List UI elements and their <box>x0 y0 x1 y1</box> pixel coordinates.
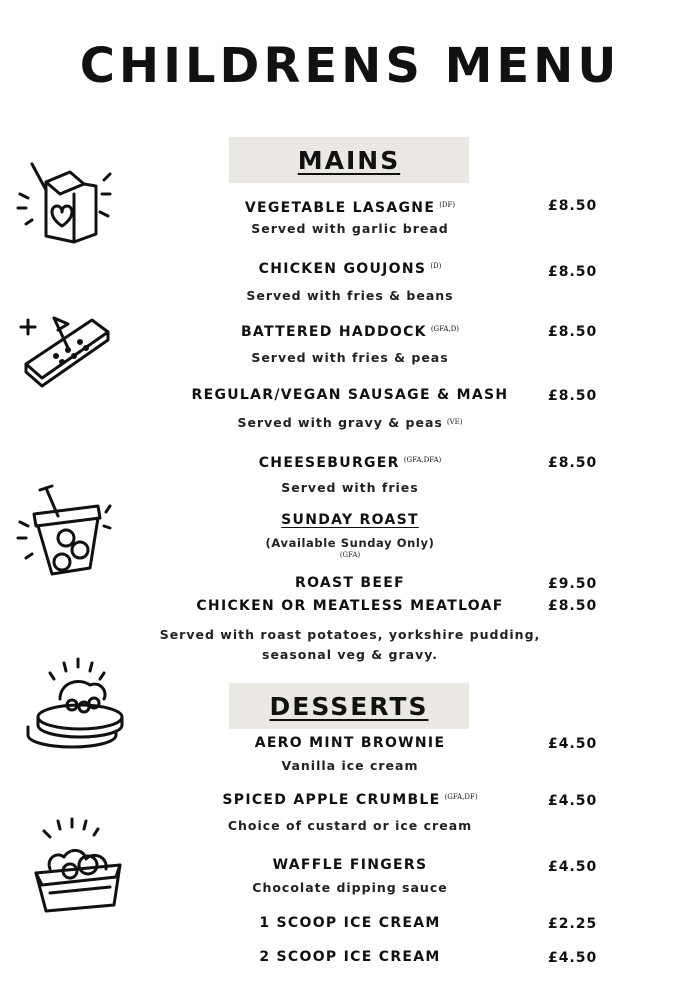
item-price: £8.50 <box>548 388 598 404</box>
item-description: Vanilla ice cream <box>281 758 419 773</box>
description-text: Served with gravy & peas <box>237 415 443 430</box>
dietary-tag: (D) <box>430 262 442 270</box>
item-price: £4.50 <box>548 859 598 875</box>
dietary-tag: (GFA,D) <box>430 325 460 333</box>
sunday-roast-heading: SUNDAY ROAST <box>281 512 419 528</box>
menu-item-spiced-apple-crumble <box>150 792 550 808</box>
item-price: £4.50 <box>548 950 598 966</box>
item-price: £9.50 <box>548 576 598 592</box>
menu-item-cheeseburger <box>150 455 550 471</box>
dietary-tag: (DF) <box>439 201 456 209</box>
food-basket-icon <box>28 815 128 915</box>
menu-item-roast-beef: ROAST BEEF <box>294 575 405 591</box>
item-name: AERO MINT BROWNIE <box>254 735 446 751</box>
item-description: Served with garlic bread <box>251 221 449 236</box>
item-description: Chocolate dipping sauce <box>252 880 448 895</box>
item-description: Served with fries & peas <box>251 350 449 365</box>
menu-item-sausage-mash <box>150 387 550 403</box>
item-name: WAFFLE FINGERS <box>272 857 428 873</box>
page-title: CHILDRENS MENU <box>79 38 621 94</box>
sandwich-icon <box>18 312 118 392</box>
bubble-tea-icon <box>12 482 112 582</box>
menu-item-battered-haddock <box>150 324 550 340</box>
item-description: Choice of custard or ice cream <box>227 818 473 833</box>
menu-item-aero-mint-brownie <box>150 735 550 751</box>
item-price: £8.50 <box>548 324 598 340</box>
menu-item-1-scoop-ice-cream: 1 SCOOP ICE CREAM <box>259 915 441 931</box>
desserts-section-header <box>229 683 469 729</box>
item-price: £2.25 <box>548 916 598 932</box>
mains-heading: MAINS <box>297 145 401 175</box>
item-description: Served with fries <box>281 480 419 495</box>
item-price: £8.50 <box>548 264 598 280</box>
item-name: BATTERED HADDOCK <box>240 324 427 340</box>
item-name: CHICKEN GOUJONS <box>258 261 427 277</box>
sunday-roast-tag: (GFA) <box>339 551 361 559</box>
dietary-tag: (GFA,DF) <box>444 793 478 801</box>
item-description: Served with fries & beans <box>246 288 454 303</box>
pancakes-icon <box>20 655 130 755</box>
item-name: CHEESEBURGER <box>258 455 400 471</box>
menu-item-meatloaf: CHICKEN OR MEATLESS MEATLOAF <box>196 598 504 614</box>
menu-item-vegetable-lasagne <box>150 200 550 216</box>
dietary-tag: (VE) <box>446 418 463 426</box>
sunday-roast-description-2: seasonal veg & gravy. <box>262 647 438 662</box>
item-price: £8.50 <box>548 455 598 471</box>
sunday-roast-description: Served with roast potatoes, yorkshire pudding, <box>159 627 541 642</box>
sunday-roast-note: (Available Sunday Only) <box>265 536 435 550</box>
item-price: £4.50 <box>548 793 598 809</box>
item-description <box>150 415 550 430</box>
item-price: £4.50 <box>548 736 598 752</box>
milk-carton-icon <box>12 150 112 245</box>
mains-section-header <box>229 137 469 183</box>
item-name: SPICED APPLE CRUMBLE <box>222 792 441 808</box>
item-price: £8.50 <box>548 198 598 214</box>
menu-item-waffle-fingers <box>150 857 550 873</box>
item-price: £8.50 <box>548 598 598 614</box>
menu-item-chicken-goujons <box>150 261 550 277</box>
item-name: VEGETABLE LASAGNE <box>244 200 436 216</box>
desserts-heading: DESSERTS <box>269 691 429 721</box>
item-name: REGULAR/VEGAN SAUSAGE & MASH <box>191 387 509 403</box>
menu-item-2-scoop-ice-cream: 2 SCOOP ICE CREAM <box>259 949 441 965</box>
dietary-tag: (GFA,DFA) <box>403 456 442 464</box>
